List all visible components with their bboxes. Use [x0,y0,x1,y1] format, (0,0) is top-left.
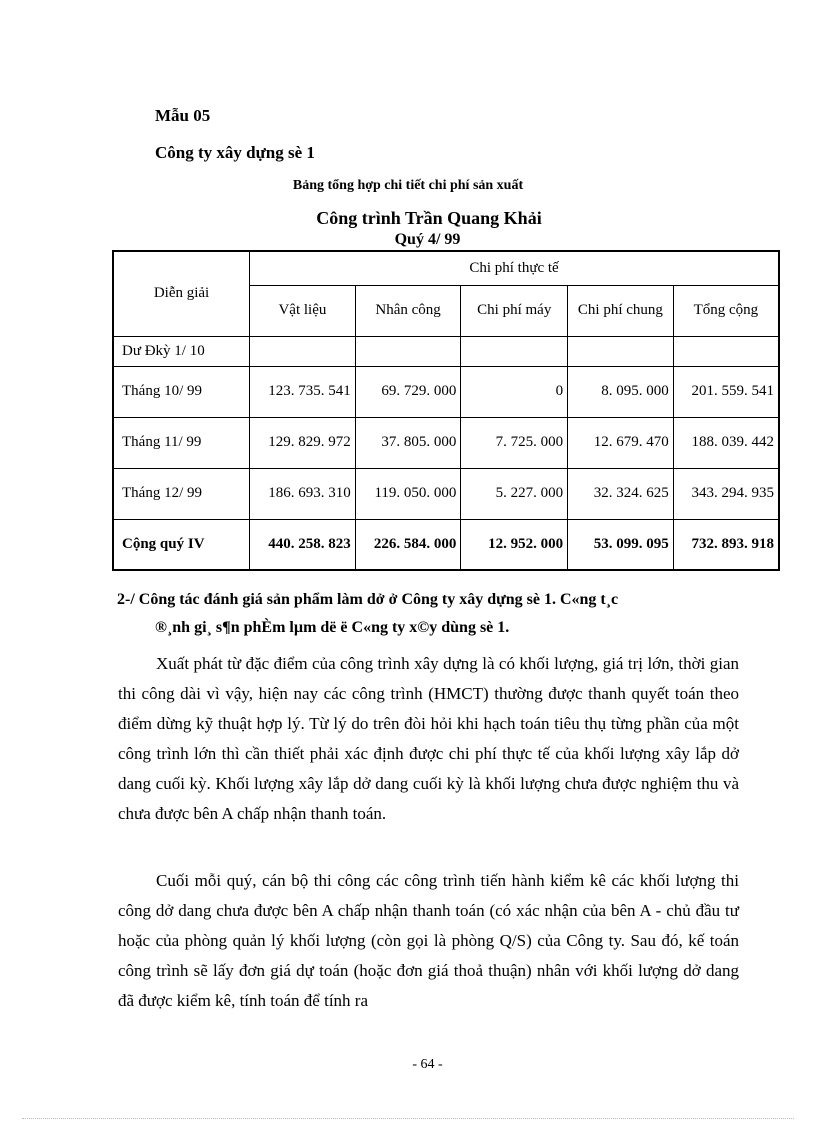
cell-overhead: 12. 679. 470 [568,417,674,468]
col-header-machine: Chi phí máy [461,285,568,336]
col-header-total: Tổng cộng [673,285,779,336]
project-name: Công trình Trần Quang Khải [316,208,542,228]
report-period: Quý 4/ 99 [394,231,461,248]
row-label: Dư Đkỳ 1/ 10 [113,336,250,366]
col-header-materials: Vật liệu [250,285,356,336]
cell-labor [355,336,461,366]
report-title: Bảng tổng hợp chi tiết chi phí sản xuất [292,178,524,193]
body-paragraph: Xuất phát từ đặc điểm của công trình xây dựng là có khối lượng, giá trị lớn, thời gian thi công dài vì vậy, hiện nay các công trình (HMCT) thường được thanh quyết toán theo điểm dừng kỹ thuật hợp lý. Từ lý do trên đòi hỏi khi hạch toán tiêu thụ từng phần của một công trình lớn thì cần thiết phải xác định được chi phí thực tế của khối lượng xây lắp dở dang cuối kỳ. Khối lượng xây lắp dở dang cuối kỳ là khối lượng chưa được nghiệm thu và chưa được bên A chấp nhận thanh toán. [118,654,739,823]
cell-machine: 7. 725. 000 [461,417,568,468]
cell-total [673,336,779,366]
page-bottom-rule [22,1118,794,1119]
row-label: Cộng quý IV [113,519,250,570]
cell-overhead [568,336,674,366]
body-paragraph: Cuối mỗi quý, cán bộ thi công các công trình tiến hành kiểm kê các khối lượng thi công dở dang chưa được bên A chấp nhận thanh toán (có xác nhận của bên A - chủ đầu tư hoặc của phòng quản lý khối lượng (còn gọi là phòng Q/S) của Công ty. Sau đó, kế toán công trình sẽ lấy đơn giá dự toán (hoặc đơn giá thoả thuận) nhân với khối lượng dở dang đã được kiểm kê, tính toán để tính ra [118,871,739,1010]
section-heading-continuation: ®¸nh gi¸ s¶n phÈm lµm dë ë C«ng ty x©y dùng sè 1. [155,619,510,636]
row-label: Tháng 11/ 99 [113,417,250,468]
col-group-actual-cost: Chi phí thực tế [250,251,779,285]
table-row [113,417,779,468]
cell-overhead: 32. 324. 625 [568,468,674,519]
cost-summary-table [112,250,780,571]
table-row [113,366,779,417]
cell-labor: 37. 805. 000 [355,417,461,468]
cell-labor: 226. 584. 000 [355,519,461,570]
cell-total: 343. 294. 935 [673,468,779,519]
cell-machine: 12. 952. 000 [461,519,568,570]
page-number: - 64 - [412,1057,443,1072]
table-row-total [113,519,779,570]
company-name: Công ty xây dựng sè 1 [155,143,315,162]
cell-materials [250,336,356,366]
col-header-overhead: Chi phí chung [568,285,674,336]
cell-total: 201. 559. 541 [673,366,779,417]
cell-total: 732. 893. 918 [673,519,779,570]
row-label: Tháng 12/ 99 [113,468,250,519]
section-heading: 2-/ Công tác đánh giá sản phẩm làm dở ở Công ty xây dựng sè 1. C«ng t¸c [117,591,619,608]
cell-labor: 69. 729. 000 [355,366,461,417]
row-label: Tháng 10/ 99 [113,366,250,417]
cell-machine [461,336,568,366]
cell-materials: 123. 735. 541 [250,366,356,417]
cell-materials: 129. 829. 972 [250,417,356,468]
col-header-labor: Nhân công [355,285,461,336]
col-header-description: Diễn giải [113,251,250,336]
table-row [113,468,779,519]
cell-overhead: 8. 095. 000 [568,366,674,417]
cell-machine: 0 [461,366,568,417]
table-row [113,336,779,366]
cell-machine: 5. 227. 000 [461,468,568,519]
form-number: Mẫu 05 [155,106,211,125]
cell-labor: 119. 050. 000 [355,468,461,519]
cell-materials: 186. 693. 310 [250,468,356,519]
cell-total: 188. 039. 442 [673,417,779,468]
cell-overhead: 53. 099. 095 [568,519,674,570]
cell-materials: 440. 258. 823 [250,519,356,570]
